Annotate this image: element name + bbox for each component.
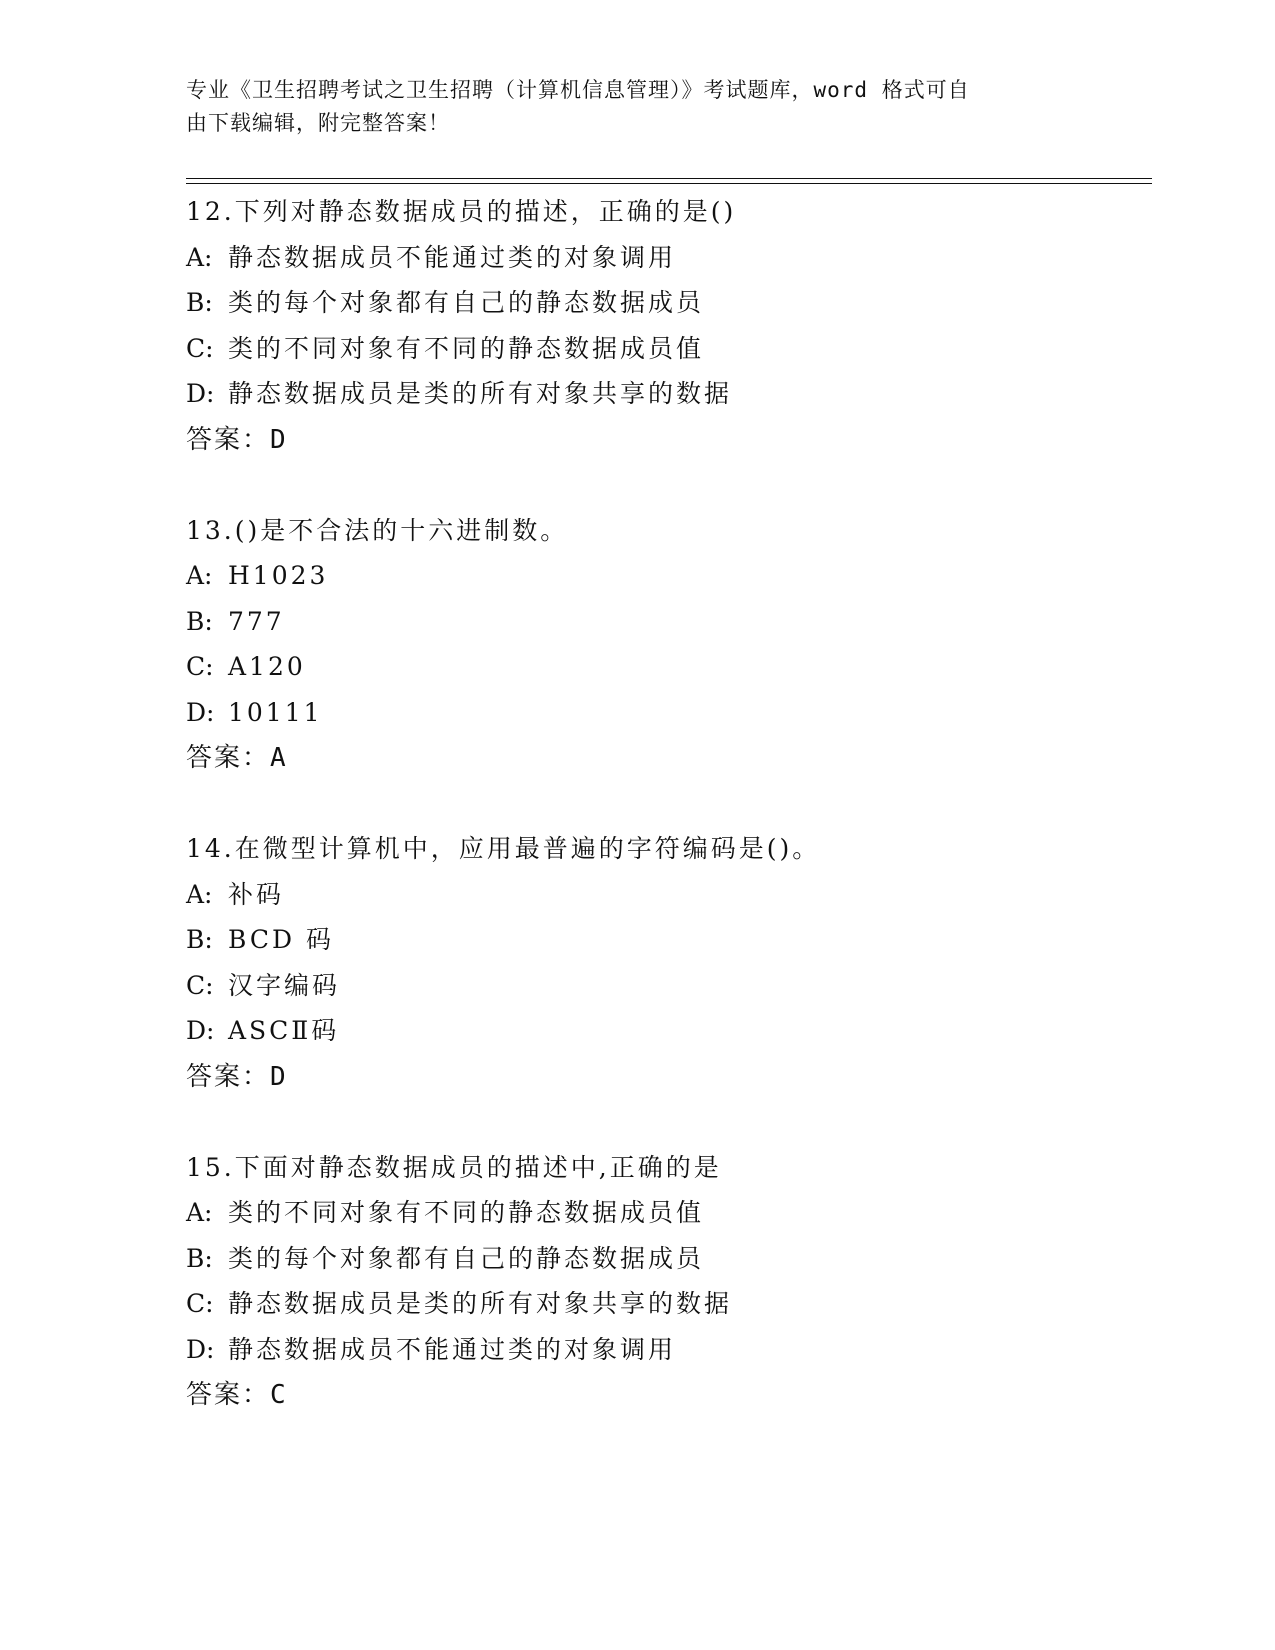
answer-line	[186, 417, 1146, 463]
answer-line	[186, 1054, 1146, 1100]
option-tag: B:	[186, 606, 213, 636]
option-tag: C:	[186, 1289, 214, 1318]
option-c	[186, 963, 1146, 1009]
option-text: 类的每个对象都有自己的静态数据成员	[228, 288, 705, 317]
question-stem: 12.下列对静态数据成员的描述，正确的是()	[186, 197, 737, 226]
answer-label: 答案：	[186, 1380, 271, 1410]
option-text: A120	[228, 652, 306, 681]
option-text: 静态数据成员不能通过类的对象调用	[228, 1334, 677, 1364]
question-list	[186, 189, 1146, 1463]
option-text: 10111	[228, 697, 323, 727]
option-a	[186, 235, 1146, 281]
option-tag: D:	[186, 697, 215, 727]
option-tag: A:	[186, 561, 213, 590]
header-rule-bottom	[186, 183, 1152, 184]
option-c	[186, 326, 1146, 372]
option-text: 补码	[228, 879, 285, 909]
option-d	[186, 1008, 1146, 1054]
option-tag: C:	[186, 970, 214, 1000]
option-text: ASCⅡ码	[228, 1016, 340, 1045]
option-tag: D:	[186, 1334, 215, 1364]
question-stem: 15.下面对静态数据成员的描述中,正确的是	[186, 1152, 722, 1182]
question-stem: 13.()是不合法的十六进制数。	[186, 515, 569, 545]
answer-value: C	[270, 1380, 286, 1410]
option-tag: D:	[186, 1016, 215, 1045]
answer-value: D	[270, 1061, 286, 1092]
option-text: BCD 码	[228, 925, 334, 954]
option-tag: A:	[186, 1198, 213, 1227]
answer-label: 答案：	[186, 424, 271, 455]
option-tag: B:	[186, 1243, 213, 1273]
answer-line	[186, 1372, 1146, 1418]
answer-label: 答案：	[186, 1061, 271, 1092]
option-tag: B:	[186, 288, 213, 317]
option-text: H1023	[228, 561, 329, 590]
option-text: 静态数据成员不能通过类的对象调用	[228, 242, 677, 272]
question-stem: 14.在微型计算机中，应用最普遍的字符编码是()。	[186, 834, 821, 863]
option-tag: A:	[186, 242, 213, 272]
option-text: 类的不同对象有不同的静态数据成员值	[228, 333, 705, 363]
header-line-2: 由下载编辑，附完整答案！	[186, 111, 450, 135]
option-a	[186, 1190, 1146, 1236]
option-text: 汉字编码	[228, 970, 341, 1000]
option-tag: B:	[186, 925, 213, 954]
option-a	[186, 553, 1146, 599]
option-b	[186, 1236, 1146, 1282]
option-b	[186, 599, 1146, 645]
question-12	[186, 189, 1146, 463]
option-text: 静态数据成员是类的所有对象共享的数据	[228, 379, 733, 408]
option-tag: C:	[186, 333, 214, 363]
option-text: 777	[228, 606, 285, 636]
answer-label: 答案：	[186, 743, 271, 773]
option-tag: D:	[186, 379, 215, 408]
question-14	[186, 826, 1146, 1100]
question-15	[186, 1145, 1146, 1419]
option-b	[186, 280, 1146, 326]
option-text: 类的每个对象都有自己的静态数据成员	[228, 1243, 705, 1273]
header-line-1: 专业《卫生招聘考试之卫生招聘（计算机信息管理）》考试题库，word 格式可自	[186, 78, 970, 102]
option-tag: A:	[186, 879, 213, 909]
option-c	[186, 644, 1146, 690]
option-d	[186, 690, 1146, 736]
option-b	[186, 917, 1146, 963]
option-tag: C:	[186, 652, 214, 681]
header-rule-top	[186, 178, 1152, 179]
option-c	[186, 1281, 1146, 1327]
option-text: 静态数据成员是类的所有对象共享的数据	[228, 1289, 733, 1318]
question-13	[186, 508, 1146, 782]
answer-line	[186, 735, 1146, 781]
option-text: 类的不同对象有不同的静态数据成员值	[228, 1198, 705, 1227]
option-d	[186, 371, 1146, 417]
option-a	[186, 872, 1146, 918]
option-d	[186, 1327, 1146, 1373]
answer-value: A	[270, 743, 286, 773]
document-header	[186, 74, 1086, 140]
answer-value: D	[270, 424, 286, 455]
